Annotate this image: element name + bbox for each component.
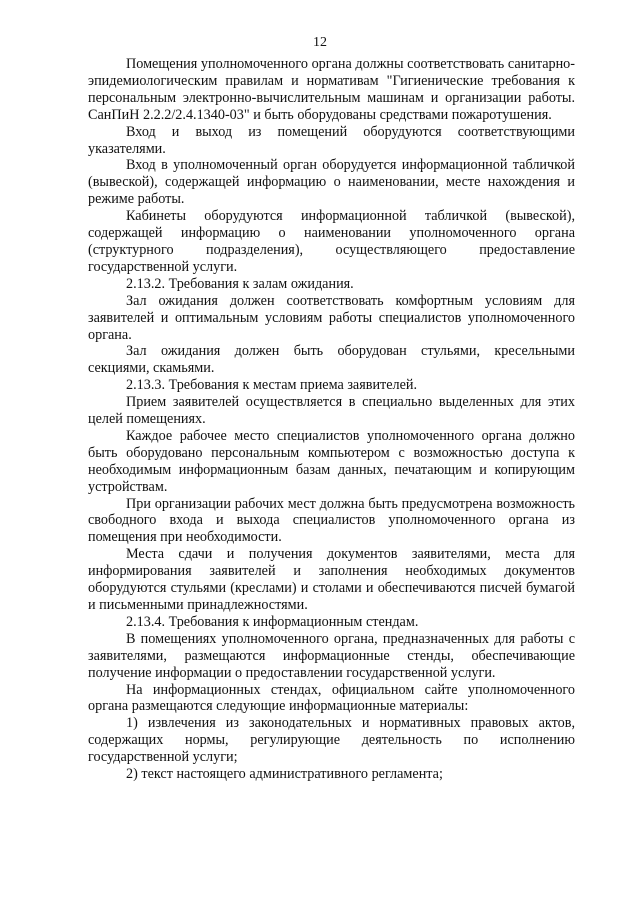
paragraph-workplace-equipment: Каждое рабочее место специалистов уполномоченного органа должно быть оборудовано персональным компьютером с возможностью доступа к необходимым информационным базам данных, печатающим и копирующим устройствам.	[88, 427, 575, 495]
paragraph-workplace-access: При организации рабочих мест должна быть предусмотрена возможность свободного входа и выхода специалистов уполномоченного органа из помещения при необходимости.	[88, 495, 575, 546]
paragraph-information-materials: На информационных стендах, официальном сайте уполномоченного органа размещаются следующие информационные материалы:	[88, 681, 575, 715]
paragraph-information-stands: В помещениях уполномоченного органа, предназначенных для работы с заявителями, размещаются информационные стенды, обеспечивающие получение информации о предоставлении государственной услуги.	[88, 630, 575, 681]
paragraph-entrance-sign: Вход в уполномоченный орган оборудуется информационной табличкой (вывеской), содержащей информацию о наименовании, месте нахождения и режиме работы.	[88, 157, 575, 208]
section-heading-reception-places: 2.13.3. Требования к местам приема заявителей.	[126, 377, 418, 394]
section-heading-waiting-rooms: 2.13.2. Требования к залам ожидания.	[126, 275, 354, 292]
paragraph-office-sign: Кабинеты оборудуются информационной табличкой (вывеской), содержащей информацию о наименовании уполномоченного органа (структурного подразделения), осуществляющего предоставление государственной услуги.	[88, 208, 575, 275]
list-item-legal-extracts: 1) извлечения из законодательных и нормативных правовых актов, содержащих нормы, регулирующие деятельность по исполнению государственной услуги;	[88, 715, 575, 766]
section-heading-information-stands: 2.13.4. Требования к информационным стендам.	[126, 613, 419, 630]
list-item-regulation-text: 2) текст настоящего административного регламента;	[126, 766, 443, 783]
paragraph-entrance-exit-signs: Вход и выход из помещений оборудуются соответствующими указателями.	[88, 123, 575, 157]
page-number: 12	[313, 35, 327, 50]
document-body	[88, 56, 575, 783]
paragraph-document-submission-places: Места сдачи и получения документов заявителями, места для информирования заявителей и заполнения необходимых документов оборудуются стульями (креслами) и столами и обеспечиваются писчей бумагой и письменными принадлежностями.	[88, 546, 575, 613]
paragraph-waiting-room-seating: Зал ожидания должен быть оборудован стульями, кресельными секциями, скамьями.	[88, 343, 575, 377]
paragraph-premises-requirements: Помещения уполномоченного органа должны соответствовать санитарно-эпидемиологическим правилам и нормативам "Гигиенические требования к персональным электронно-вычислительным машинам и организации работы. СанПиН 2.2.2/2.4.1340-03" и быть оборудованы средствами пожаротушения.	[88, 56, 575, 123]
paragraph-waiting-room-comfort: Зал ожидания должен соответствовать комфортным условиям для заявителей и оптимальным условиям работы специалистов уполномоченного органа.	[88, 292, 575, 343]
paragraph-reception-rooms: Прием заявителей осуществляется в специально выделенных для этих целей помещениях.	[88, 394, 575, 428]
